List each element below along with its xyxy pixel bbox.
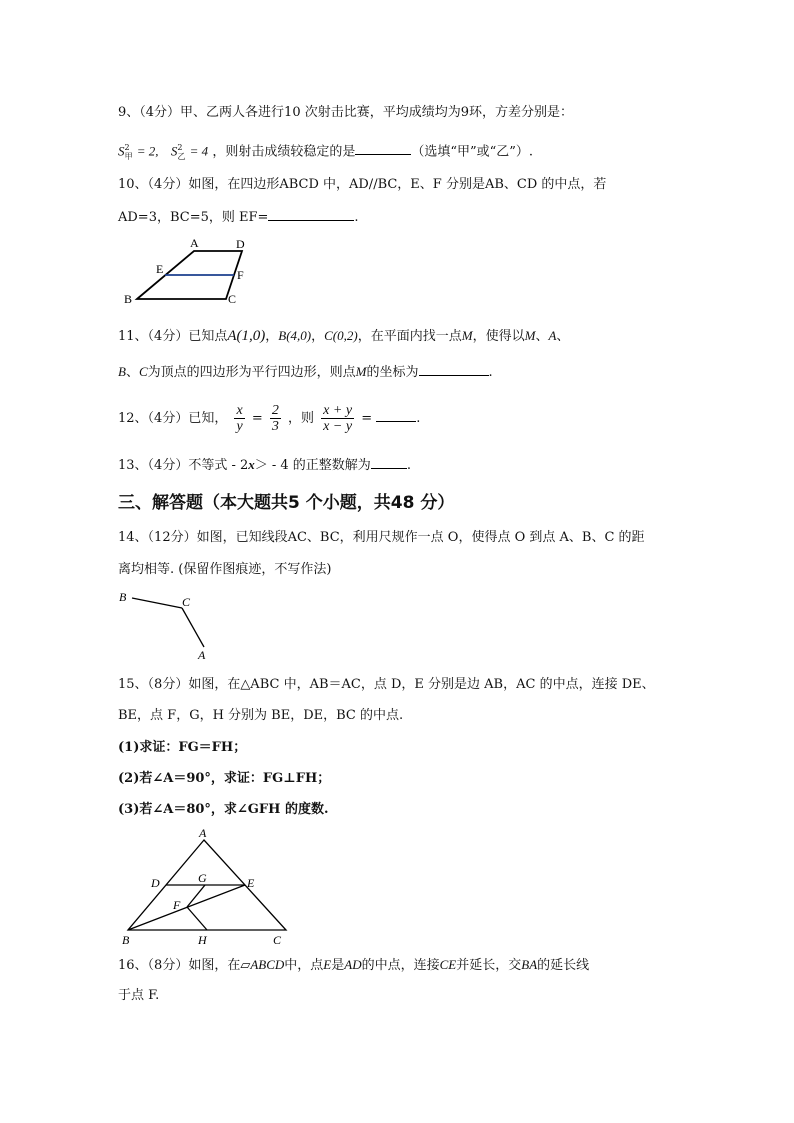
segment-bc xyxy=(132,598,182,608)
q11-line2: B、C为顶点的四边形为平行四边形，则点M的坐标为 . xyxy=(118,364,493,380)
q14-figure xyxy=(116,585,216,663)
q9-answer-blank xyxy=(355,141,411,155)
svg-text:A: A xyxy=(198,648,206,662)
svg-text:D: D xyxy=(236,237,245,251)
q15-line2: BE，点 F，G，H 分别为 BE，DE，BC 的中点. xyxy=(118,708,404,723)
q16-line1: 16、（8分）如图，在▱ABCD中，点E是AD的中点，连接CE并延长，交BA的延长线 xyxy=(118,957,590,973)
q10-figure xyxy=(118,232,258,308)
svg-text:E: E xyxy=(247,876,255,890)
segment-fh xyxy=(187,907,207,930)
q11-line1: 11、（4分）已知点A(1,0)，B(4,0)，C(0,2)，在平面内找一点M，使得以M、A、 xyxy=(118,328,570,344)
q14-line1: 14、（12分）如图，已知线段AC、BC，利用尺规作一点 O，使得点 O 到点 A、B、C 的距 xyxy=(118,530,645,545)
svg-text:G: G xyxy=(198,871,207,885)
svg-text:B: B xyxy=(119,590,127,604)
q10-line2: AD=3，BC=5，则 EF= . xyxy=(118,207,359,228)
svg-text:E: E xyxy=(156,262,164,276)
q13-answer-blank xyxy=(371,455,407,469)
section-heading: 三、解答题（本大题共5 个小题，共48 分） xyxy=(118,493,455,513)
q9-line2: $S^2_甲 = 2$, $S^2_乙 = 4$ ，则射击成绩较稳定的是 （选填“甲”或“乙”）. xyxy=(118,143,534,161)
svg-text:F: F xyxy=(173,898,181,912)
segment-ca xyxy=(182,608,204,647)
svg-text:B: B xyxy=(122,933,130,947)
q9-line1: 9、（4分）甲、乙两人各进行10 次射击比赛，平均成绩均为9环，方差分别是： xyxy=(118,105,573,120)
q10-line1: 10、（4分）如图，在四边形ABCD 中，AD//BC，E、F 分别是AB、CD 的中点，若 xyxy=(118,177,607,192)
svg-text:C: C xyxy=(182,595,191,609)
q16-line2: 于点 F. xyxy=(118,988,160,1003)
svg-text:A: A xyxy=(199,826,207,840)
q11-answer-blank xyxy=(419,362,489,376)
q13-line: 13、（4分）不等式 - 2x＞ - 4 的正整数解为 . xyxy=(118,457,411,473)
fraction-sum-over-diff: $\frac{x + y}{x - y}$ xyxy=(323,403,353,434)
q12-line: 12、（4分）已知， $\frac{x}{y}$ = $\frac{2}{3}$ ，则 $\frac{x + y}{x - y}$ = . xyxy=(118,403,421,434)
svg-text:C: C xyxy=(228,292,237,306)
fraction-x-over-y: $\frac{x}{y}$ xyxy=(236,403,243,434)
svg-text:H: H xyxy=(198,933,207,947)
q15-figure xyxy=(118,825,296,950)
svg-text:D: D xyxy=(151,876,160,890)
svg-text:B: B xyxy=(124,292,133,306)
q15-part2: (2)若∠A＝90°，求证：FG⊥FH； xyxy=(118,771,331,786)
q10-answer-blank xyxy=(268,207,354,221)
q15-part1: (1)求证：FG＝FH； xyxy=(118,740,247,755)
segment-be xyxy=(128,885,245,930)
q15-line1: 15、（8分）如图，在△ABC 中，AB＝AC，点 D，E 分别是边 AB，AC 的中点，连接 DE、 xyxy=(118,677,655,692)
svg-text:F: F xyxy=(237,268,244,282)
svg-text:A: A xyxy=(190,236,199,250)
svg-text:C: C xyxy=(273,933,282,947)
q14-line2: 离均相等. (保留作图痕迹，不写作法) xyxy=(118,562,332,577)
q15-part3: (3)若∠A＝80°，求∠GFH 的度数. xyxy=(118,802,329,817)
q12-answer-blank xyxy=(376,408,416,422)
fraction-2-over-3: $\frac{2}{3}$ xyxy=(271,403,279,434)
